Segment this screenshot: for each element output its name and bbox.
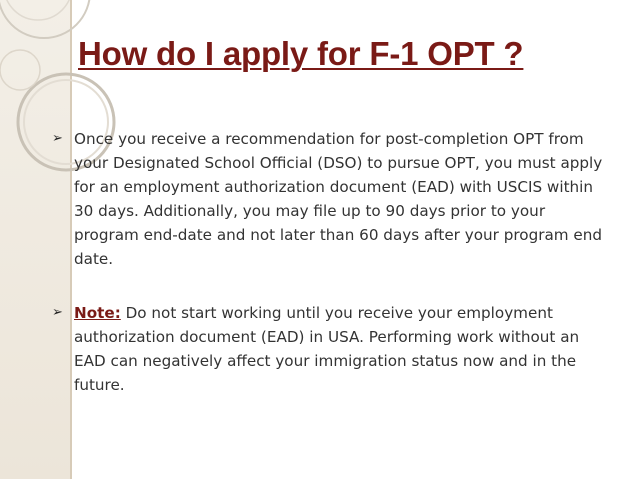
bullet-item xyxy=(52,301,612,397)
bullet-text: Once you receive a recommendation for post-completion OPT from your Designated School Official (DSO) to pursue OPT, you must apply for an employment authorization document (EAD) with USCIS within 30 days. Additionally, you may file up to 90 days prior to your program end-date and not later than 60 days after your program end date. xyxy=(74,130,603,268)
decorative-ring-top-inner xyxy=(4,0,72,20)
note-label: Note: xyxy=(74,304,121,322)
arrow-bullet-icon: ➢ xyxy=(52,305,63,320)
arrow-bullet-icon: ➢ xyxy=(52,131,63,146)
bullet-text xyxy=(74,301,612,397)
decorative-ring-small xyxy=(0,50,40,90)
bullet-item xyxy=(52,127,612,271)
slide-title: How do I apply for F-1 OPT ? xyxy=(78,35,524,72)
note-text: Do not start working until you receive your employment authorization document (EAD) in USA. Performing work without an EAD can negatively affect your immigration status now and in the future. xyxy=(74,304,580,394)
